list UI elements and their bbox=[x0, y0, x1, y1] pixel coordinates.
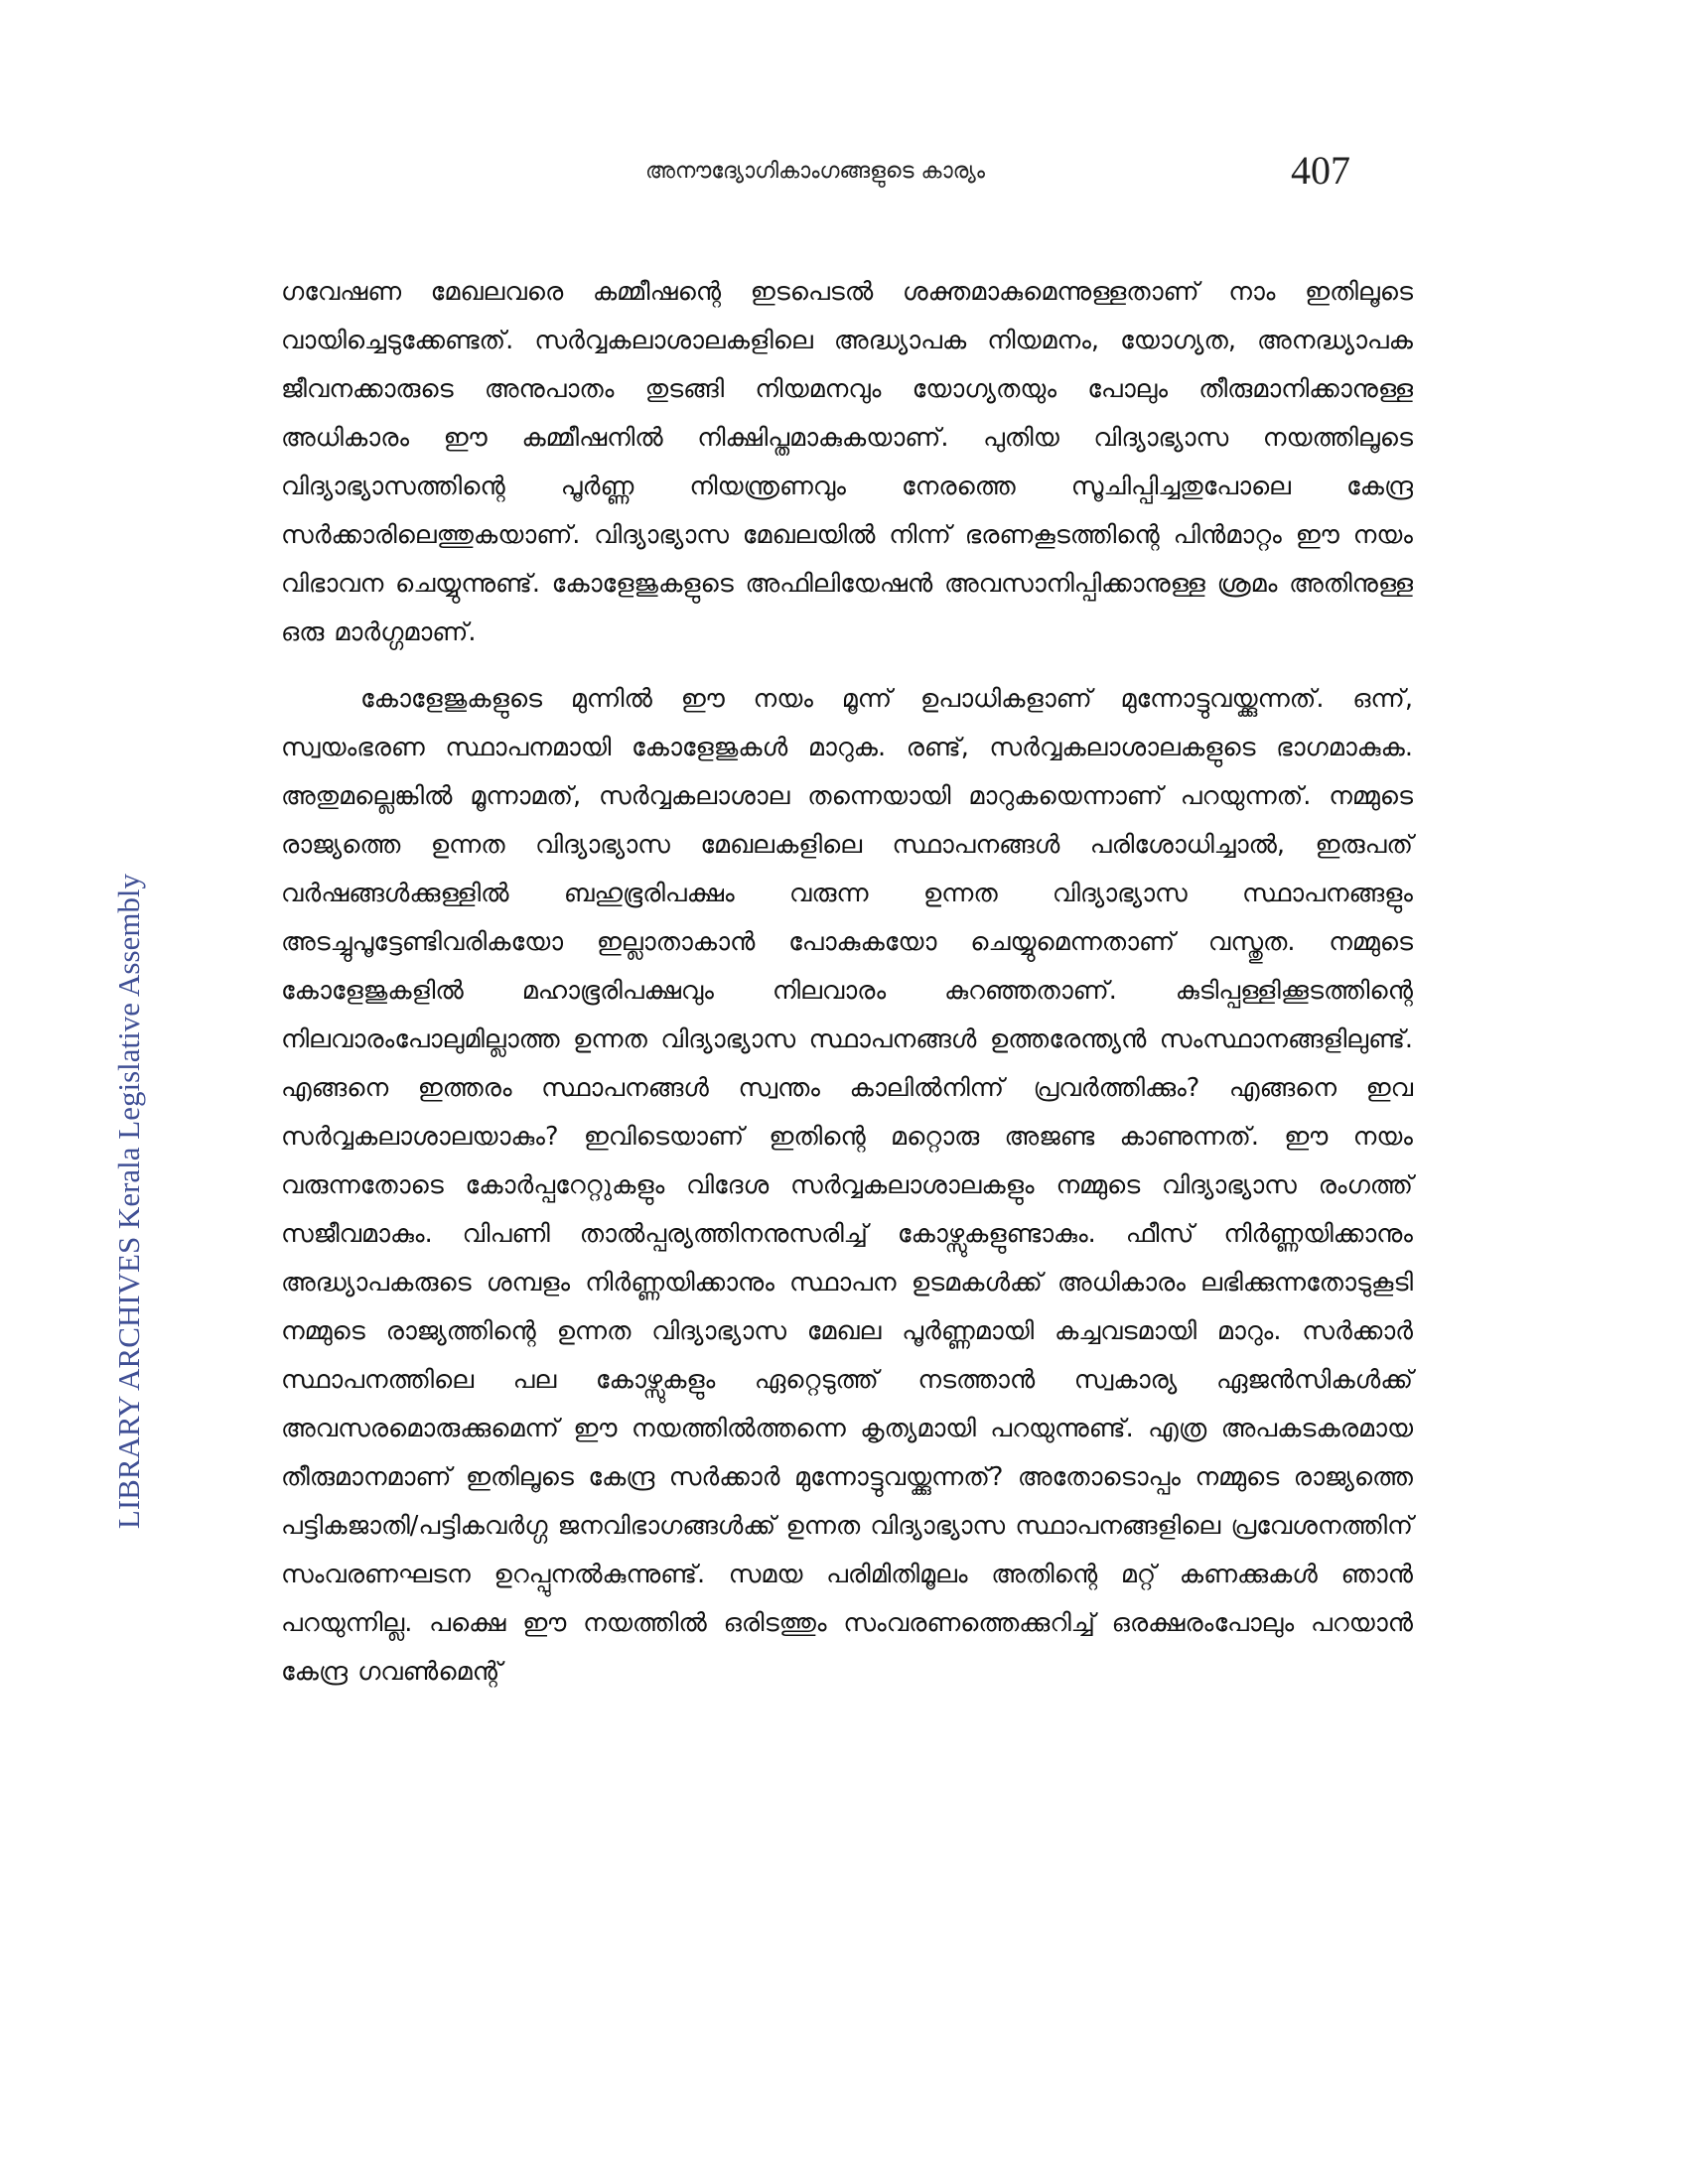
main-text-block bbox=[281, 268, 1413, 1697]
page-number: 407 bbox=[1291, 148, 1350, 193]
running-header-title: അനൗദ്യോഗികാംഗങ്ങളുടെ കാര്യം bbox=[645, 159, 985, 184]
paragraph-1: ഗവേഷണ മേഖലവരെ കമ്മീഷന്റെ ഇടപെടൽ ശക്തമാകുമെന്നുള്ളതാണ് നാം ഇതിലൂടെ വായിച്ചെടുക്കേണ്ടത്. സർവ്വകലാശാലകളിലെ അദ്ധ്യാപക നിയമനം, യോഗ്യത, അനദ്ധ്യാപക ജീവനക്കാരുടെ അനുപാതം തുടങ്ങി നിയമനവും യോഗ്യതയും പോലും തീരുമാനിക്കാനുള്ള അധികാരം ഈ കമ്മീഷനിൽ നിക്ഷിപ്തമാകുകയാണ്. പുതിയ വിദ്യാഭ്യാസ നയത്തിലൂടെ വിദ്യാഭ്യാസത്തിന്റെ പൂർണ്ണ നിയന്ത്രണവും നേരത്തെ സൂചിപ്പിച്ചതുപോലെ കേന്ദ്ര സർക്കാരിലെത്തുകയാണ്. വിദ്യാഭ്യാസ മേഖലയിൽ നിന്ന് ഭരണകൂടത്തിന്റെ പിൻമാറ്റം ഈ നയം വിഭാവന ചെയ്യുന്നുണ്ട്. കോളേജുകളുടെ അഫിലിയേഷൻ അവസാനിപ്പിക്കാനുള്ള ശ്രമം അതിനുള്ള ഒരു മാർഗ്ഗമാണ്. bbox=[281, 277, 1413, 647]
paragraph-2: കോളേജുകളുടെ മുന്നിൽ ഈ നയം മൂന്ന് ഉപാധികളാണ് മുന്നോട്ടുവയ്ക്കുന്നത്. ഒന്ന്, സ്വയംഭരണ സ്ഥാപനമായി കോളേജുകൾ മാറുക. രണ്ട്, സർവ്വകലാശാലകളുടെ ഭാഗമാകുക. അതുമല്ലെങ്കിൽ മൂന്നാമത്, സർവ്വകലാശാല തന്നെയായി മാറുകയെന്നാണ് പറയുന്നത്. നമ്മുടെ രാജ്യത്തെ ഉന്നത വിദ്യാഭ്യാസ മേഖലകളിലെ സ്ഥാപനങ്ങൾ പരിശോധിച്ചാൽ, ഇരുപത് വർഷങ്ങൾക്കുള്ളിൽ ബഹുഭൂരിപക്ഷം വരുന്ന ഉന്നത വിദ്യാഭ്യാസ സ്ഥാപനങ്ങളും അടച്ചുപൂട്ടേണ്ടിവരികയോ ഇല്ലാതാകാൻ പോകുകയോ ചെയ്യുമെന്നതാണ് വസ്തുത. നമ്മുടെ കോളേജുകളിൽ മഹാഭൂരിപക്ഷവും നിലവാരം കുറഞ്ഞതാണ്. കുടിപ്പള്ളിക്കൂടത്തിന്റെ നിലവാരംപോലുമില്ലാത്ത ഉന്നത വിദ്യാഭ്യാസ സ്ഥാപനങ്ങൾ ഉത്തരേന്ത്യൻ സംസ്ഥാനങ്ങളിലുണ്ട്. എങ്ങനെ ഇത്തരം സ്ഥാപനങ്ങൾ സ്വന്തം കാലിൽനിന്ന് പ്രവർത്തിക്കും? എങ്ങനെ ഇവ സർവ്വകലാശാലയാകും? ഇവിടെയാണ് ഇതിന്റെ മറ്റൊരു അജണ്ട കാണുന്നത്. ഈ നയം വരുന്നതോടെ കോർപ്പറേറ്റുകളും വിദേശ സർവ്വകലാശാലകളും നമ്മുടെ വിദ്യാഭ്യാസ രംഗത്ത് സജീവമാകും. വിപണി താൽപ്പര്യത്തിനനുസരിച്ച് കോഴ്സുകളുണ്ടാകും. ഫീസ് നിർണ്ണയിക്കാനും അദ്ധ്യാപകരുടെ ശമ്പളം നിർണ്ണയിക്കാനും സ്ഥാപന ഉടമകൾക്ക് അധികാരം ലഭിക്കുന്നതോടുകൂടി നമ്മുടെ രാജ്യത്തിന്റെ ഉന്നത വിദ്യാഭ്യാസ മേഖല പൂർണ്ണമായി കച്ചവടമായി മാറും. സർക്കാർ സ്ഥാപനത്തിലെ പല കോഴ്സുകളും ഏറ്റെടുത്ത് നടത്താൻ സ്വകാര്യ ഏജൻസികൾക്ക് അവസരമൊരുക്കുമെന്ന് ഈ നയത്തിൽത്തന്നെ കൃത്യമായി പറയുന്നുണ്ട്. എത്ര അപകടകരമായ തീരുമാനമാണ് ഇതിലൂടെ കേന്ദ്ര സർക്കാർ മുന്നോട്ടുവയ്ക്കുന്നത്? അതോടൊപ്പം നമ്മുടെ രാജ്യത്തെ പട്ടികജാതി/പട്ടികവർഗ്ഗ ജനവിഭാഗങ്ങൾക്ക് ഉന്നത വിദ്യാഭ്യാസ സ്ഥാപനങ്ങളിലെ പ്രവേശനത്തിന് സംവരണഘടന ഉറപ്പുനൽകുന്നുണ്ട്. സമയ പരിമിതിമൂലം അതിന്റെ മറ്റ് കണക്കുകൾ ഞാൻ പറയുന്നില്ല. പക്ഷെ ഈ നയത്തിൽ ഒരിടത്തും സംവരണത്തെക്കുറിച്ച് ഒരക്ഷരംപോലും പറയാൻ കേന്ദ്ര ഗവൺമെന്റ് bbox=[281, 684, 1413, 1687]
archive-watermark: LIBRARY ARCHIVES Kerala Legislative Assembly bbox=[111, 873, 146, 1530]
